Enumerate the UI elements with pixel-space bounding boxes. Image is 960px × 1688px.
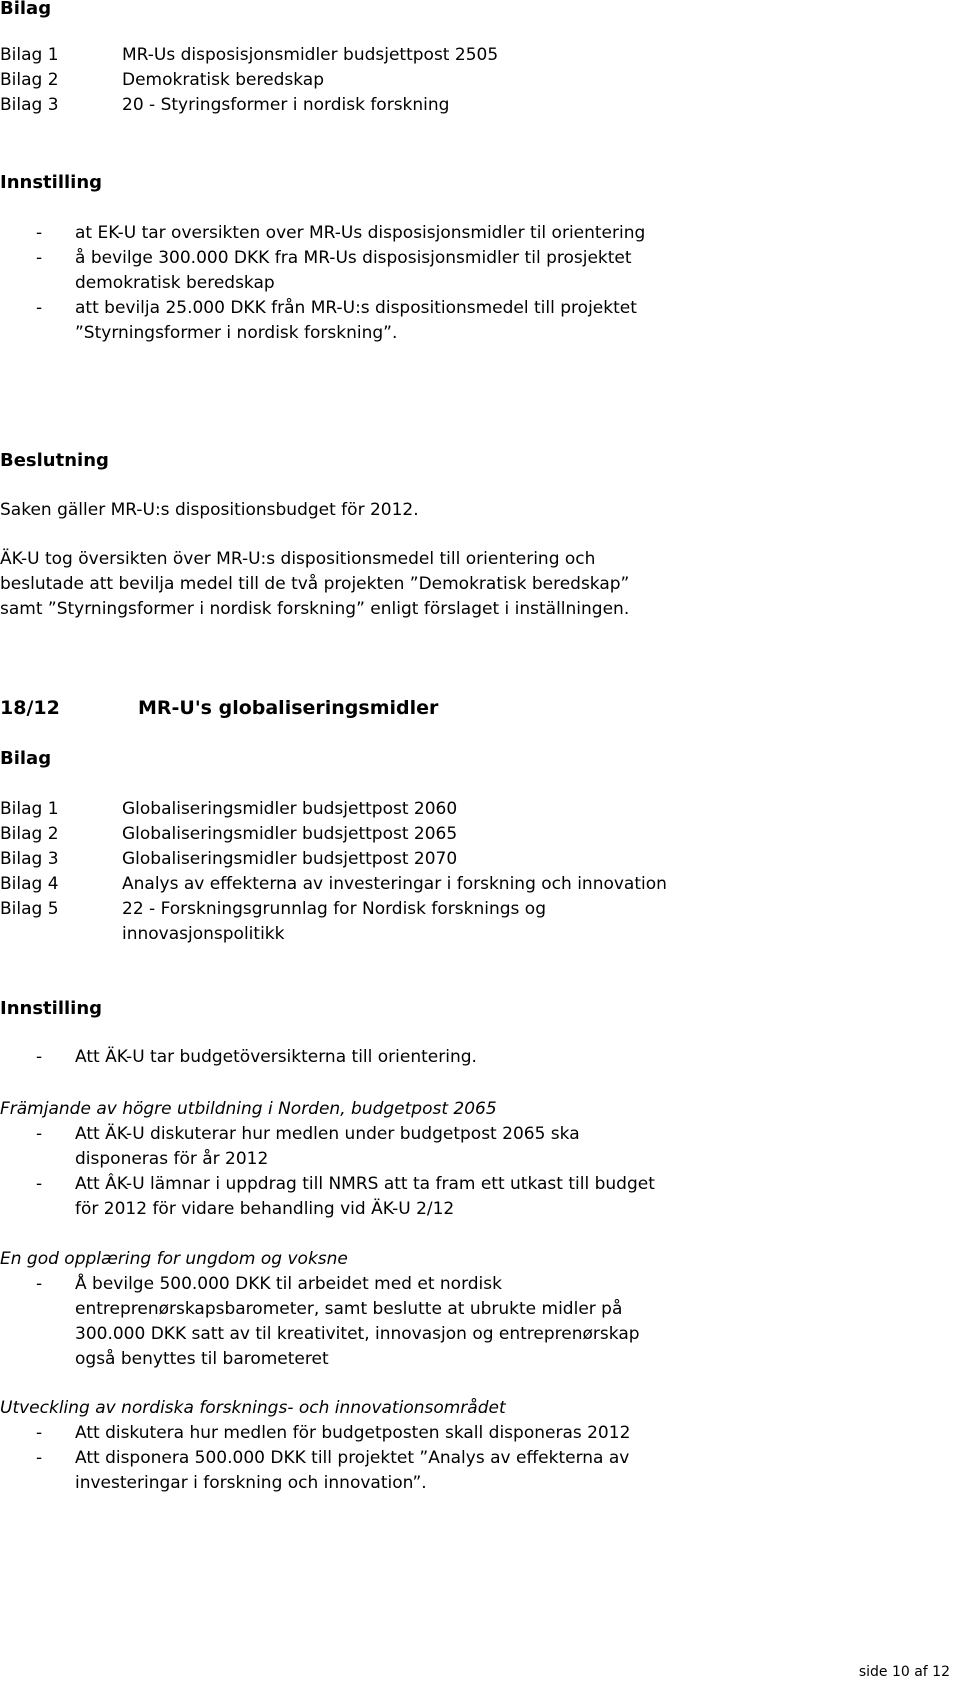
list-item-line: Att ÄK-U tar budgetöversikterna till orientering. [75, 1047, 477, 1067]
attachment-label: Bilag 2 [0, 70, 59, 90]
attachment-text: MR-Us disposisjonsmidler budsjettpost 2505 [122, 45, 499, 65]
list-item-line: demokratisk beredskap [75, 273, 275, 293]
attachment-label: Bilag 5 [0, 899, 59, 919]
beslutning-paragraph: Saken gäller MR-U:s dispositionsbudget för 2012. [0, 500, 419, 520]
bilag-heading: Bilag [0, 748, 52, 769]
list-dash: - [36, 1047, 43, 1067]
item-title: MR-U's globaliseringsmidler [138, 697, 439, 719]
innstilling-heading: Innstilling [0, 172, 103, 193]
list-item-line: Att ÄK-U diskuterar hur medlen under budgetpost 2065 ska [75, 1124, 580, 1144]
attachment-label: Bilag 3 [0, 95, 59, 115]
beslutning-heading: Beslutning [0, 450, 109, 471]
page-number: side 10 af 12 [858, 1664, 950, 1680]
attachment-label: Bilag 2 [0, 824, 59, 844]
list-item-line: disponeras för år 2012 [75, 1149, 269, 1169]
list-item-line: også benyttes til barometeret [75, 1349, 329, 1369]
group-title: Utveckling av nordiska forsknings- och innovationsområdet [0, 1398, 506, 1418]
beslutning-line: ÄK-U tog översikten över MR-U:s dispositionsmedel till orientering och [0, 549, 596, 569]
group-title: Främjande av högre utbildning i Norden, budgetpost 2065 [0, 1099, 497, 1119]
innstilling-heading: Innstilling [0, 998, 103, 1019]
list-item-line: Å bevilge 500.000 DKK til arbeidet med et nordisk [75, 1274, 502, 1294]
list-item-line: 300.000 DKK satt av til kreativitet, innovasjon og entreprenørskap [75, 1324, 640, 1344]
list-item-line: att bevilja 25.000 DKK från MR-U:s dispositionsmedel till projektet [75, 298, 637, 318]
list-dash: - [36, 248, 43, 268]
list-dash: - [36, 223, 43, 243]
list-item-line: entreprenørskapsbarometer, samt beslutte at ubrukte midler på [75, 1299, 623, 1319]
attachment-text: Demokratisk beredskap [122, 70, 324, 90]
list-item-line: för 2012 för vidare behandling vid ÄK-U 2/12 [75, 1199, 455, 1219]
beslutning-line: beslutade att bevilja medel till de två projekten ”Demokratisk beredskap” [0, 574, 630, 594]
attachment-text: Globaliseringsmidler budsjettpost 2060 [122, 799, 458, 819]
list-dash: - [36, 1423, 43, 1443]
list-dash: - [36, 1174, 43, 1194]
list-dash: - [36, 1274, 43, 1294]
item-number: 18/12 [0, 697, 60, 719]
attachment-label: Bilag 1 [0, 45, 59, 65]
list-item-line: at EK-U tar oversikten over MR-Us disposisjonsmidler til orientering [75, 223, 646, 243]
bilag-heading: Bilag [0, 0, 52, 19]
attachment-text: innovasjonspolitikk [122, 924, 285, 944]
list-item-line: Att ÂK-U lämnar i uppdrag till NMRS att ta fram ett utkast till budget [75, 1174, 655, 1194]
group-title: En god opplæring for ungdom og voksne [0, 1249, 348, 1269]
list-item-line: Att diskutera hur medlen för budgetposten skall disponeras 2012 [75, 1423, 631, 1443]
list-dash: - [36, 1448, 43, 1468]
attachment-text: 20 - Styringsformer i nordisk forskning [122, 95, 450, 115]
attachment-text: 22 - Forskningsgrunnlag for Nordisk forsknings og [122, 899, 546, 919]
attachment-label: Bilag 3 [0, 849, 59, 869]
list-item-line: ”Styrningsformer i nordisk forskning”. [75, 323, 398, 343]
list-dash: - [36, 1124, 43, 1144]
attachment-text: Analys av effekterna av investeringar i forskning och innovation [122, 874, 667, 894]
list-dash: - [36, 298, 43, 318]
list-item-line: å bevilge 300.000 DKK fra MR-Us disposisjonsmidler til prosjektet [75, 248, 632, 268]
attachment-text: Globaliseringsmidler budsjettpost 2065 [122, 824, 458, 844]
list-item-line: Att disponera 500.000 DKK till projektet ”Analys av effekterna av [75, 1448, 630, 1468]
beslutning-line: samt ”Styrningsformer i nordisk forskning” enligt förslaget i inställningen. [0, 599, 630, 619]
attachment-text: Globaliseringsmidler budsjettpost 2070 [122, 849, 458, 869]
attachment-label: Bilag 4 [0, 874, 59, 894]
list-item-line: investeringar i forskning och innovation”. [75, 1473, 427, 1493]
attachment-label: Bilag 1 [0, 799, 59, 819]
